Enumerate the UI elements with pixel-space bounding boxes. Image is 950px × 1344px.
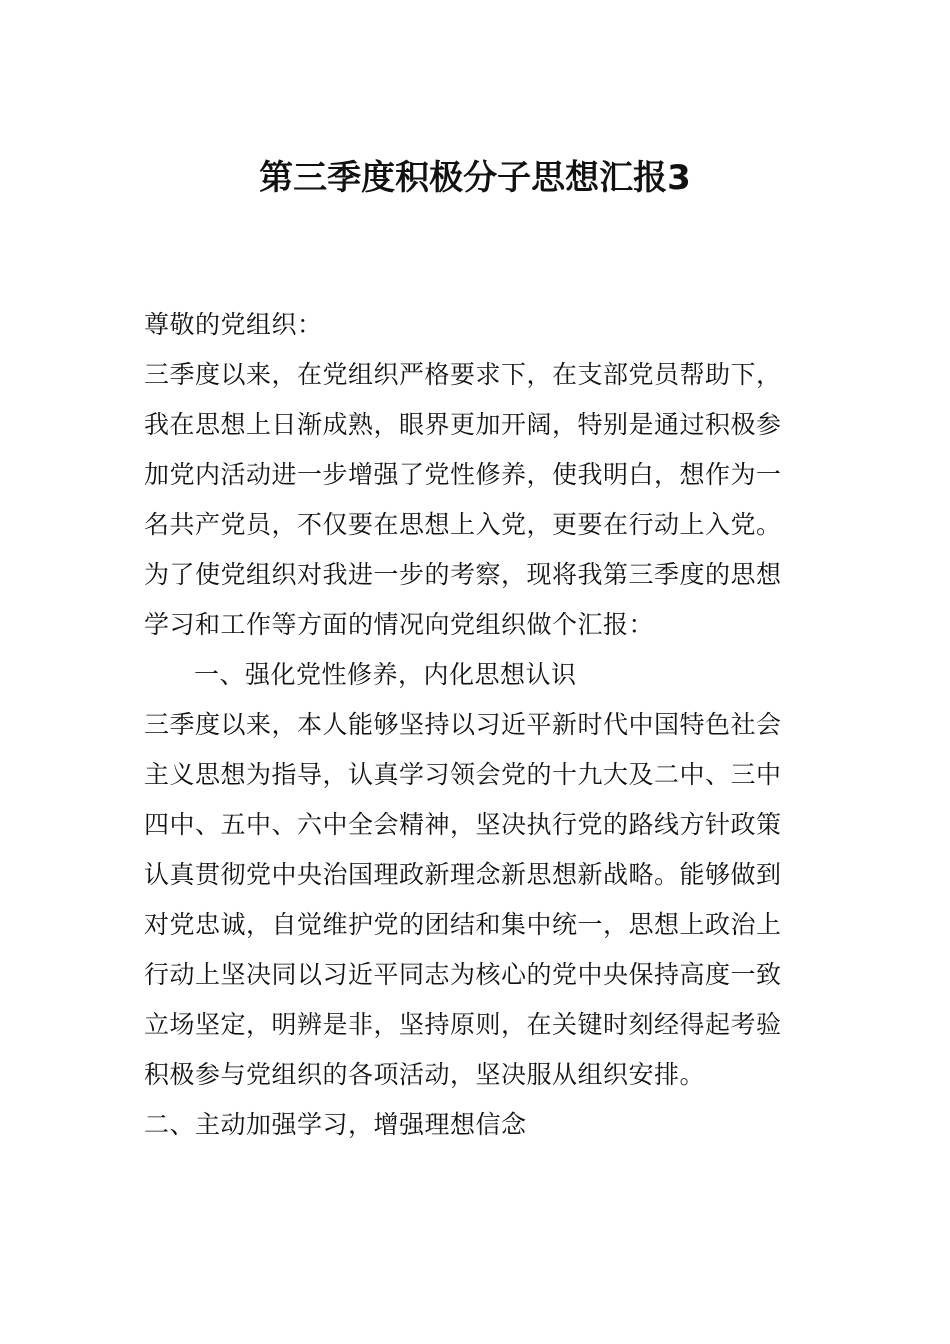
section-heading-1: 一、强化党性修养，内化思想认识 xyxy=(194,660,577,689)
section-heading-2: 二、主动加强学习，增强理想信念 xyxy=(144,1110,527,1139)
paragraph-line: 行动上坚决同以习近平同志为核心的党中央保持高度一致 xyxy=(144,960,782,989)
paragraph-line: 立场坚定，明辨是非，坚持原则，在关键时刻经得起考验 xyxy=(144,1010,782,1039)
paragraph-line: 我在思想上日渐成熟，眼界更加开阔，特别是通过积极参 xyxy=(144,410,782,439)
paragraph-line: 名共产党员，不仅要在思想上入党，更要在行动上入党。 xyxy=(144,510,782,539)
document-body xyxy=(144,300,824,1150)
paragraph-line: 对党忠诚，自觉维护党的团结和集中统一，思想上政治上 xyxy=(144,910,782,939)
paragraph-line: 三季度以来，本人能够坚持以习近平新时代中国特色社会 xyxy=(144,710,782,739)
salutation-line: 尊敬的党组织： xyxy=(144,310,323,339)
paragraph-line: 三季度以来，在党组织严格要求下，在支部党员帮助下， xyxy=(144,360,782,389)
paragraph-line: 学习和工作等方面的情况向党组织做个汇报： xyxy=(144,610,655,639)
paragraph-line: 积极参与党组织的各项活动，坚决服从组织安排。 xyxy=(144,1060,706,1089)
paragraph-line: 为了使党组织对我进一步的考察，现将我第三季度的思想 xyxy=(144,560,782,589)
document-title: 第三季度积极分子思想汇报3 xyxy=(259,158,691,198)
paragraph-line: 四中、五中、六中全会精神，坚决执行党的路线方针政策 xyxy=(144,810,782,839)
paragraph-line: 加党内活动进一步增强了党性修养，使我明白，想作为一 xyxy=(144,460,782,489)
paragraph-line: 主义思想为指导，认真学习领会党的十九大及二中、三中 xyxy=(144,760,782,789)
paragraph-line: 认真贯彻党中央治国理政新理念新思想新战略。能够做到 xyxy=(144,860,782,889)
